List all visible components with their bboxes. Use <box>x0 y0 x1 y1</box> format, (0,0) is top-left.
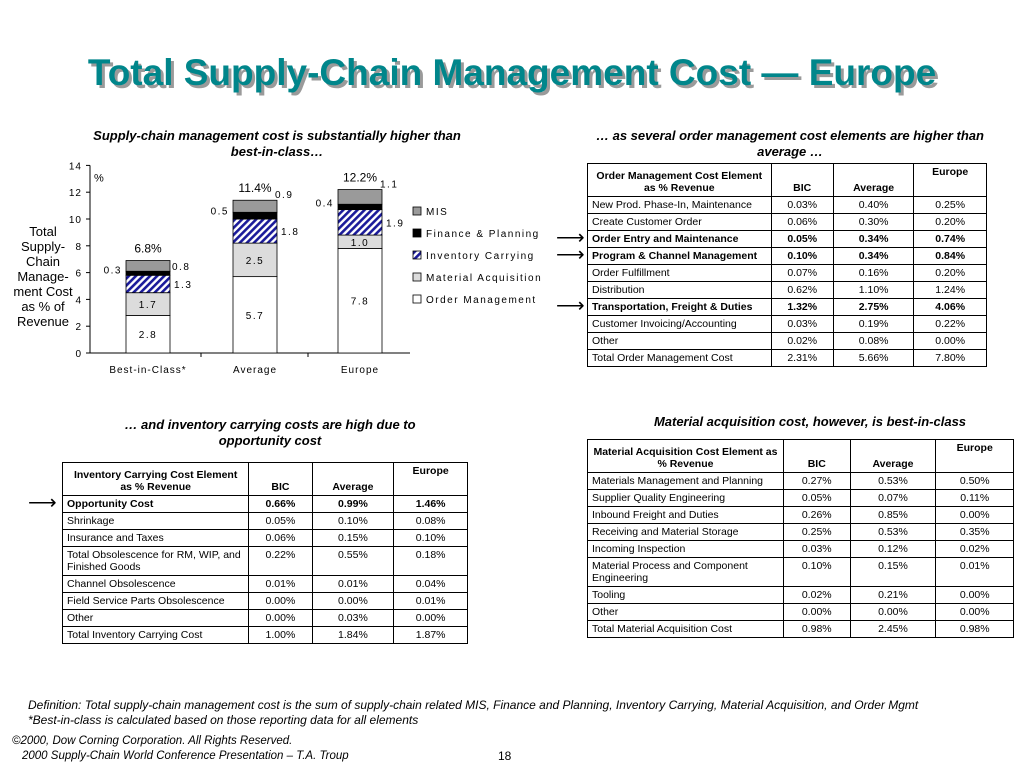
column-header: Material Acquisition Cost Element as % Revenue <box>588 440 784 473</box>
table-row <box>588 299 987 316</box>
bar-segment-inventory-carrying <box>233 219 277 243</box>
table-cell: 0.06% <box>249 530 312 547</box>
order-management-table <box>587 163 987 367</box>
row-label: Order Fulfillment <box>588 265 772 282</box>
table-cell: 1.24% <box>914 282 987 299</box>
data-label: 0.9 <box>275 190 294 202</box>
table-row <box>588 541 1014 558</box>
row-label: Create Customer Order <box>588 214 772 231</box>
legend-swatch <box>413 207 421 215</box>
table-cell: 1.46% <box>394 496 468 513</box>
chart-ylabel-line: Supply- <box>20 239 66 254</box>
table-cell: 0.08% <box>833 333 913 350</box>
table-cell: 0.02% <box>771 333 833 350</box>
table-row <box>588 558 1014 587</box>
bar-segment-inventory-carrying <box>338 210 382 235</box>
bar-segment-inventory-carrying <box>126 275 170 292</box>
table-row <box>63 496 468 513</box>
bar-total-label: 12.2% <box>342 170 378 185</box>
table-cell: 2.31% <box>771 350 833 367</box>
table-row <box>588 490 1014 507</box>
legend-label: Inventory Carrying <box>426 251 535 262</box>
data-label: 1.8 <box>281 227 300 239</box>
table-cell: 2.45% <box>850 621 936 638</box>
table-row <box>588 197 987 214</box>
material-acquisition-table <box>587 439 1014 638</box>
chart-ylabel-line: Chain <box>26 254 60 269</box>
table-row <box>63 627 468 644</box>
row-label: Total Material Acquisition Cost <box>588 621 784 638</box>
table-cell: 0.03% <box>312 610 394 627</box>
table-cell: 1.00% <box>249 627 312 644</box>
data-label: 5.7 <box>245 310 265 322</box>
table-row <box>63 593 468 610</box>
table-cell: 0.05% <box>249 513 312 530</box>
chart-ylabel-line: Revenue <box>16 314 70 329</box>
table-cell: 0.34% <box>833 248 913 265</box>
inventory-table-caption: … and inventory carrying costs are high due to opportunity cost <box>124 417 416 448</box>
table-cell: 0.20% <box>914 265 987 282</box>
bar-segment-mis <box>338 190 382 205</box>
table-cell: 0.74% <box>914 231 987 248</box>
column-header: Europe <box>936 440 1014 473</box>
row-label: Distribution <box>588 282 772 299</box>
table-cell: 0.02% <box>783 587 850 604</box>
row-label: Supplier Quality Engineering <box>588 490 784 507</box>
data-label: 0.4 <box>315 198 334 210</box>
row-label: Receiving and Material Storage <box>588 524 784 541</box>
y-unit-label: % <box>94 172 104 185</box>
row-label: Program & Channel Management <box>588 248 772 265</box>
table-cell: 0.85% <box>850 507 936 524</box>
table-cell: 0.01% <box>312 576 394 593</box>
table-cell: 0.10% <box>312 513 394 530</box>
highlight-arrow-icon: ⟶ <box>556 243 585 266</box>
column-header: Order Management Cost Element as % Revenue <box>588 164 772 197</box>
legend-label: Order Management <box>426 295 537 306</box>
y-tick-label: 14 <box>68 161 82 173</box>
chart-ylabel-line: ment Cost <box>13 284 73 299</box>
row-label: Shrinkage <box>63 513 249 530</box>
x-tick-label: Best-in-Class* <box>109 365 187 376</box>
row-label: Inbound Freight and Duties <box>588 507 784 524</box>
row-label: Tooling <box>588 587 784 604</box>
row-label: Transportation, Freight & Duties <box>588 299 772 316</box>
table-row <box>588 231 987 248</box>
highlight-arrow-icon: ⟶ <box>556 226 585 249</box>
chart-ylabel-line: Manage- <box>17 269 69 284</box>
table-header-row <box>63 463 468 496</box>
table-cell: 0.11% <box>936 490 1014 507</box>
table-row <box>588 282 987 299</box>
table-cell: 0.02% <box>936 541 1014 558</box>
row-label: Customer Invoicing/Accounting <box>588 316 772 333</box>
table-cell: 0.01% <box>249 576 312 593</box>
table-cell: 0.00% <box>249 593 312 610</box>
table-cell: 0.25% <box>914 197 987 214</box>
table-cell: 0.00% <box>312 593 394 610</box>
table-cell: 0.34% <box>833 231 913 248</box>
table-cell: 4.06% <box>914 299 987 316</box>
table-cell: 0.03% <box>771 316 833 333</box>
bar-total-label: 6.8% <box>134 241 162 256</box>
table-cell: 0.03% <box>783 541 850 558</box>
table-cell: 0.66% <box>249 496 312 513</box>
column-header: Average <box>312 463 394 496</box>
x-tick-label: Average <box>232 365 278 376</box>
bar-segment-mis <box>233 200 277 212</box>
table-cell: 0.21% <box>850 587 936 604</box>
page-number: 18 <box>498 749 512 763</box>
table-cell: 0.22% <box>249 547 312 576</box>
legend-label: Material Acquisition <box>426 273 543 284</box>
table-row <box>588 473 1014 490</box>
order-table-caption: … as several order management cost elements are higher than average … <box>596 128 984 159</box>
table-cell: 0.99% <box>312 496 394 513</box>
table-cell: 0.53% <box>850 524 936 541</box>
table-row <box>588 604 1014 621</box>
table-cell: 0.55% <box>312 547 394 576</box>
column-header: BIC <box>249 463 312 496</box>
column-header: Europe <box>394 463 468 496</box>
material-table-caption: Material acquisition cost, however, is best-in-class <box>653 414 967 429</box>
table-row <box>63 610 468 627</box>
table-row <box>588 350 987 367</box>
table-cell: 0.62% <box>771 282 833 299</box>
table-cell: 0.12% <box>850 541 936 558</box>
table-row <box>588 621 1014 638</box>
y-tick-label: 6 <box>75 268 82 280</box>
table-row <box>588 587 1014 604</box>
table-cell: 0.53% <box>850 473 936 490</box>
table-cell: 0.10% <box>771 248 833 265</box>
data-label: 7.8 <box>350 296 370 308</box>
data-label: 2.5 <box>245 255 265 267</box>
table-cell: 0.00% <box>936 587 1014 604</box>
table-cell: 0.01% <box>394 593 468 610</box>
row-label: New Prod. Phase-In, Maintenance <box>588 197 772 214</box>
inventory-carrying-table <box>62 462 468 644</box>
table-cell: 0.01% <box>936 558 1014 587</box>
highlight-arrow-icon: ⟶ <box>556 294 585 317</box>
table-cell: 0.04% <box>394 576 468 593</box>
column-header: BIC <box>783 440 850 473</box>
row-label: Other <box>63 610 249 627</box>
y-tick-label: 4 <box>75 295 82 307</box>
table-cell: 0.25% <box>783 524 850 541</box>
table-cell: 0.07% <box>771 265 833 282</box>
data-label: 1.9 <box>386 218 405 230</box>
table-cell: 1.87% <box>394 627 468 644</box>
row-label: Incoming Inspection <box>588 541 784 558</box>
table-cell: 0.98% <box>783 621 850 638</box>
x-tick-label: Europe <box>340 365 380 376</box>
table-cell: 0.05% <box>771 231 833 248</box>
table-cell: 0.98% <box>936 621 1014 638</box>
table-cell: 0.35% <box>936 524 1014 541</box>
table-header-row <box>588 440 1014 473</box>
row-label: Channel Obsolescence <box>63 576 249 593</box>
table-cell: 0.00% <box>936 604 1014 621</box>
row-label: Insurance and Taxes <box>63 530 249 547</box>
chart-caption: Supply-chain management cost is substantially higher than best-in-class… <box>93 128 461 159</box>
table-cell: 0.10% <box>394 530 468 547</box>
legend-label: Finance & Planning <box>426 229 540 240</box>
data-label: 2.8 <box>138 330 158 342</box>
data-label: 1.1 <box>380 179 399 191</box>
table-cell: 0.40% <box>833 197 913 214</box>
y-tick-label: 10 <box>68 215 82 226</box>
data-label: 0.8 <box>172 261 191 273</box>
column-header: BIC <box>771 164 833 197</box>
row-label: Total Obsolescence for RM, WIP, and Finished Goods <box>63 547 249 576</box>
row-label: Order Entry and Maintenance <box>588 231 772 248</box>
row-label: Material Process and Component Engineering <box>588 558 784 587</box>
row-label: Materials Management and Planning <box>588 473 784 490</box>
row-label: Other <box>588 604 784 621</box>
table-cell: 0.15% <box>312 530 394 547</box>
row-label: Field Service Parts Obsolescence <box>63 593 249 610</box>
table-cell: 0.00% <box>249 610 312 627</box>
table-cell: 0.26% <box>783 507 850 524</box>
table-row <box>63 576 468 593</box>
table-cell: 0.00% <box>394 610 468 627</box>
data-label: 1.7 <box>138 300 158 312</box>
table-row <box>588 265 987 282</box>
table-cell: 0.22% <box>914 316 987 333</box>
table-cell: 0.00% <box>850 604 936 621</box>
table-cell: 7.80% <box>914 350 987 367</box>
table-cell: 0.07% <box>850 490 936 507</box>
table-cell: 0.03% <box>771 197 833 214</box>
table-row <box>63 530 468 547</box>
table-cell: 0.84% <box>914 248 987 265</box>
table-cell: 0.08% <box>394 513 468 530</box>
column-header: Average <box>850 440 936 473</box>
column-header: Europe <box>914 164 987 197</box>
table-cell: 0.06% <box>771 214 833 231</box>
copyright-line: ©2000, Dow Corning Corporation. All Rights Reserved. <box>12 735 293 747</box>
table-cell: 2.75% <box>833 299 913 316</box>
y-tick-label: 8 <box>75 241 82 253</box>
data-label: 0.5 <box>210 206 229 218</box>
legend-swatch <box>413 295 421 303</box>
row-label: Opportunity Cost <box>63 496 249 513</box>
table-row <box>588 248 987 265</box>
table-cell: 0.00% <box>783 604 850 621</box>
chart-ylabel-line: as % of <box>21 299 65 314</box>
table-cell: 0.27% <box>783 473 850 490</box>
row-label: Total Inventory Carrying Cost <box>63 627 249 644</box>
chart-ylabel-line: Total <box>29 224 57 239</box>
table-cell: 0.15% <box>850 558 936 587</box>
bar-segment-finance-planning <box>233 212 277 219</box>
bar-total-label: 11.4% <box>238 181 272 196</box>
slide-title: Total Supply-Chain Management Cost — Europe <box>87 52 937 93</box>
table-row <box>588 507 1014 524</box>
table-row <box>588 524 1014 541</box>
table-cell: 1.84% <box>312 627 394 644</box>
table-cell: 0.00% <box>914 333 987 350</box>
table-cell: 1.10% <box>833 282 913 299</box>
legend-label: MIS <box>426 207 449 218</box>
table-cell: 5.66% <box>833 350 913 367</box>
legend-swatch <box>413 229 421 237</box>
table-cell: 0.18% <box>394 547 468 576</box>
legend-swatch <box>413 273 421 281</box>
table-row <box>588 214 987 231</box>
stacked-bar-chart <box>60 145 560 385</box>
table-row <box>63 513 468 530</box>
bar-segment-finance-planning <box>126 271 170 275</box>
row-label: Other <box>588 333 772 350</box>
table-cell: 0.50% <box>936 473 1014 490</box>
table-row <box>63 547 468 576</box>
data-label: 0.3 <box>103 265 122 277</box>
column-header: Inventory Carrying Cost Element as % Revenue <box>63 463 249 496</box>
legend-swatch <box>413 251 421 259</box>
table-cell: 0.30% <box>833 214 913 231</box>
definition-text: Definition: Total supply-chain management cost is the sum of supply-chain related MIS, Finance and Planning, Inventory Carrying, Material Acquisition, and Order Mgmt <box>28 698 919 712</box>
bar-segment-mis <box>126 261 170 272</box>
table-cell: 0.16% <box>833 265 913 282</box>
data-label: 1.3 <box>174 279 193 291</box>
table-row <box>588 333 987 350</box>
y-tick-label: 0 <box>75 349 82 360</box>
table-cell: 0.19% <box>833 316 913 333</box>
table-cell: 0.00% <box>936 507 1014 524</box>
highlight-arrow-icon: ⟶ <box>28 491 57 514</box>
column-header: Average <box>833 164 913 197</box>
table-cell: 0.20% <box>914 214 987 231</box>
conference-line: 2000 Supply-Chain World Conference Presentation – T.A. Troup <box>22 750 349 762</box>
row-label: Total Order Management Cost <box>588 350 772 367</box>
table-row <box>588 316 987 333</box>
data-label: 1.0 <box>350 237 370 249</box>
best-in-class-footnote: *Best-in-class is calculated based on those reporting data for all elements <box>28 713 419 727</box>
table-header-row <box>588 164 987 197</box>
table-cell: 0.05% <box>783 490 850 507</box>
table-cell: 0.10% <box>783 558 850 587</box>
bar-segment-finance-planning <box>338 204 382 209</box>
y-tick-label: 12 <box>68 188 82 200</box>
table-cell: 1.32% <box>771 299 833 316</box>
y-tick-label: 2 <box>75 322 82 334</box>
